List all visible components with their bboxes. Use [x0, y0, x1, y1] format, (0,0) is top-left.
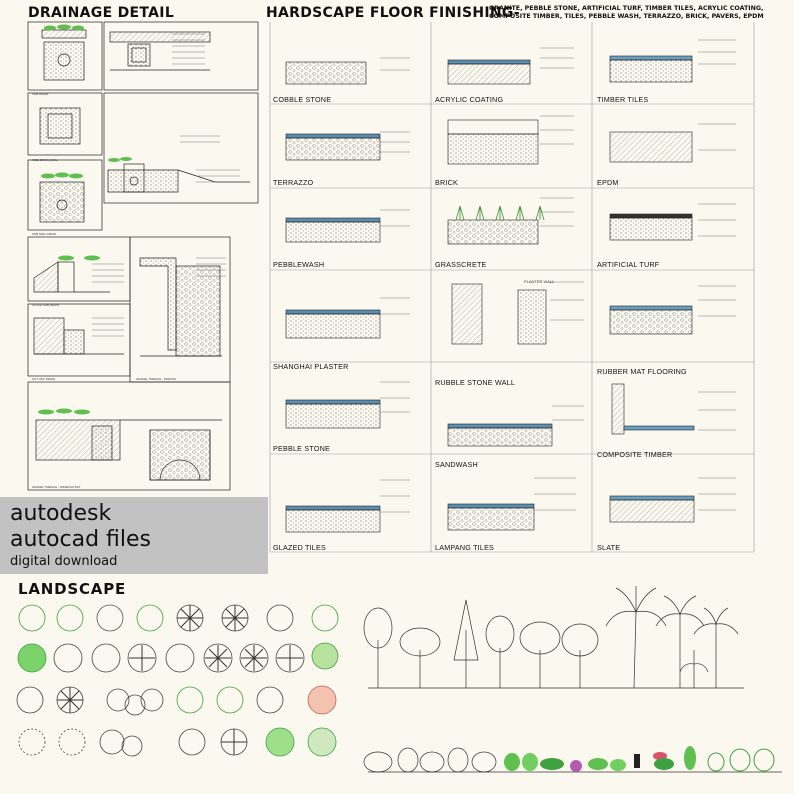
floor-caption-timber-tiles: TIMBER TILES: [597, 95, 649, 104]
floor-caption-brick: BRICK: [435, 178, 458, 187]
drainage-caption: CUT OFF DRAIN: [32, 377, 56, 381]
hardscape-subtitle-2: COMPOSITE TIMBER, TILES, PEBBLE WASH, TERRAZZO, BRICK, PAVERS, EPDM: [489, 13, 764, 20]
drainage-caption: SUB DRAIN: [32, 92, 49, 96]
floor-caption-cobble-stone: COBBLE STONE: [273, 95, 332, 104]
floor-caption-rubble-stone-wall: RUBBLE STONE WALL: [435, 378, 516, 387]
drainage-title: DRAINAGE DETAIL: [28, 5, 175, 21]
floor-caption-rubber-mat-flooring: RUBBER MAT FLOORING: [597, 367, 687, 376]
product-banner: [0, 497, 268, 574]
hardscape-title: HARDSCAPE FLOOR FINISHING-: [266, 5, 520, 21]
floor-caption-acrylic-coating: ACRYLIC COATING: [435, 95, 504, 104]
floor-caption-pebble-stone: PEBBLE STONE: [273, 444, 330, 453]
floor-caption-pebblewash: PEBBLEWASH: [273, 260, 325, 269]
floor-caption-terrazzo: TERRAZZO: [273, 178, 314, 187]
floor-caption-artificial-turf: ARTIFICIAL TURF: [597, 260, 660, 269]
floor-caption-sandwash: SANDWASH: [435, 460, 478, 469]
drainage-caption: GRAVEL TRENCH - PODIUM: [136, 377, 176, 381]
drainage-caption: SUB SOIL DRAIN: [32, 232, 56, 236]
floor-caption-grasscrete: GRASSCRETE: [435, 260, 487, 269]
floor-caption-glazed-tiles: GLAZED TILES: [273, 543, 326, 552]
banner-line-digital-download: digital download: [10, 554, 118, 569]
landscape-title: LANDSCAPE: [18, 580, 127, 598]
floor-caption-epdm: EPDM: [597, 178, 619, 187]
drainage-caption: SIDE DRAIN (CUL): [32, 158, 59, 162]
drainage-caption: SLOPE SUB DRAIN: [32, 303, 60, 307]
banner-line-autocad-files: autocad files: [10, 527, 152, 552]
planter-wall-label: PLANTER WALL: [524, 279, 555, 284]
hardscape-subtitle-1: GRANITE, PEBBLE STONE, ARTIFICIAL TURF, TIMBER TILES, ACRYLIC COATING,: [489, 5, 764, 12]
floor-caption-composite-timber: COMPOSITE TIMBER: [597, 450, 673, 459]
floor-caption-lampang-tiles: LAMPANG TILES: [435, 543, 495, 552]
floor-caption-shanghai-plaster: SHANGHAI PLASTER: [273, 362, 349, 371]
banner-line-autodesk: autodesk: [10, 501, 112, 526]
floor-caption-slate: SLATE: [597, 543, 621, 552]
drainage-caption: GRAVEL TRENCH - WIDE/OUTLET: [32, 485, 81, 489]
